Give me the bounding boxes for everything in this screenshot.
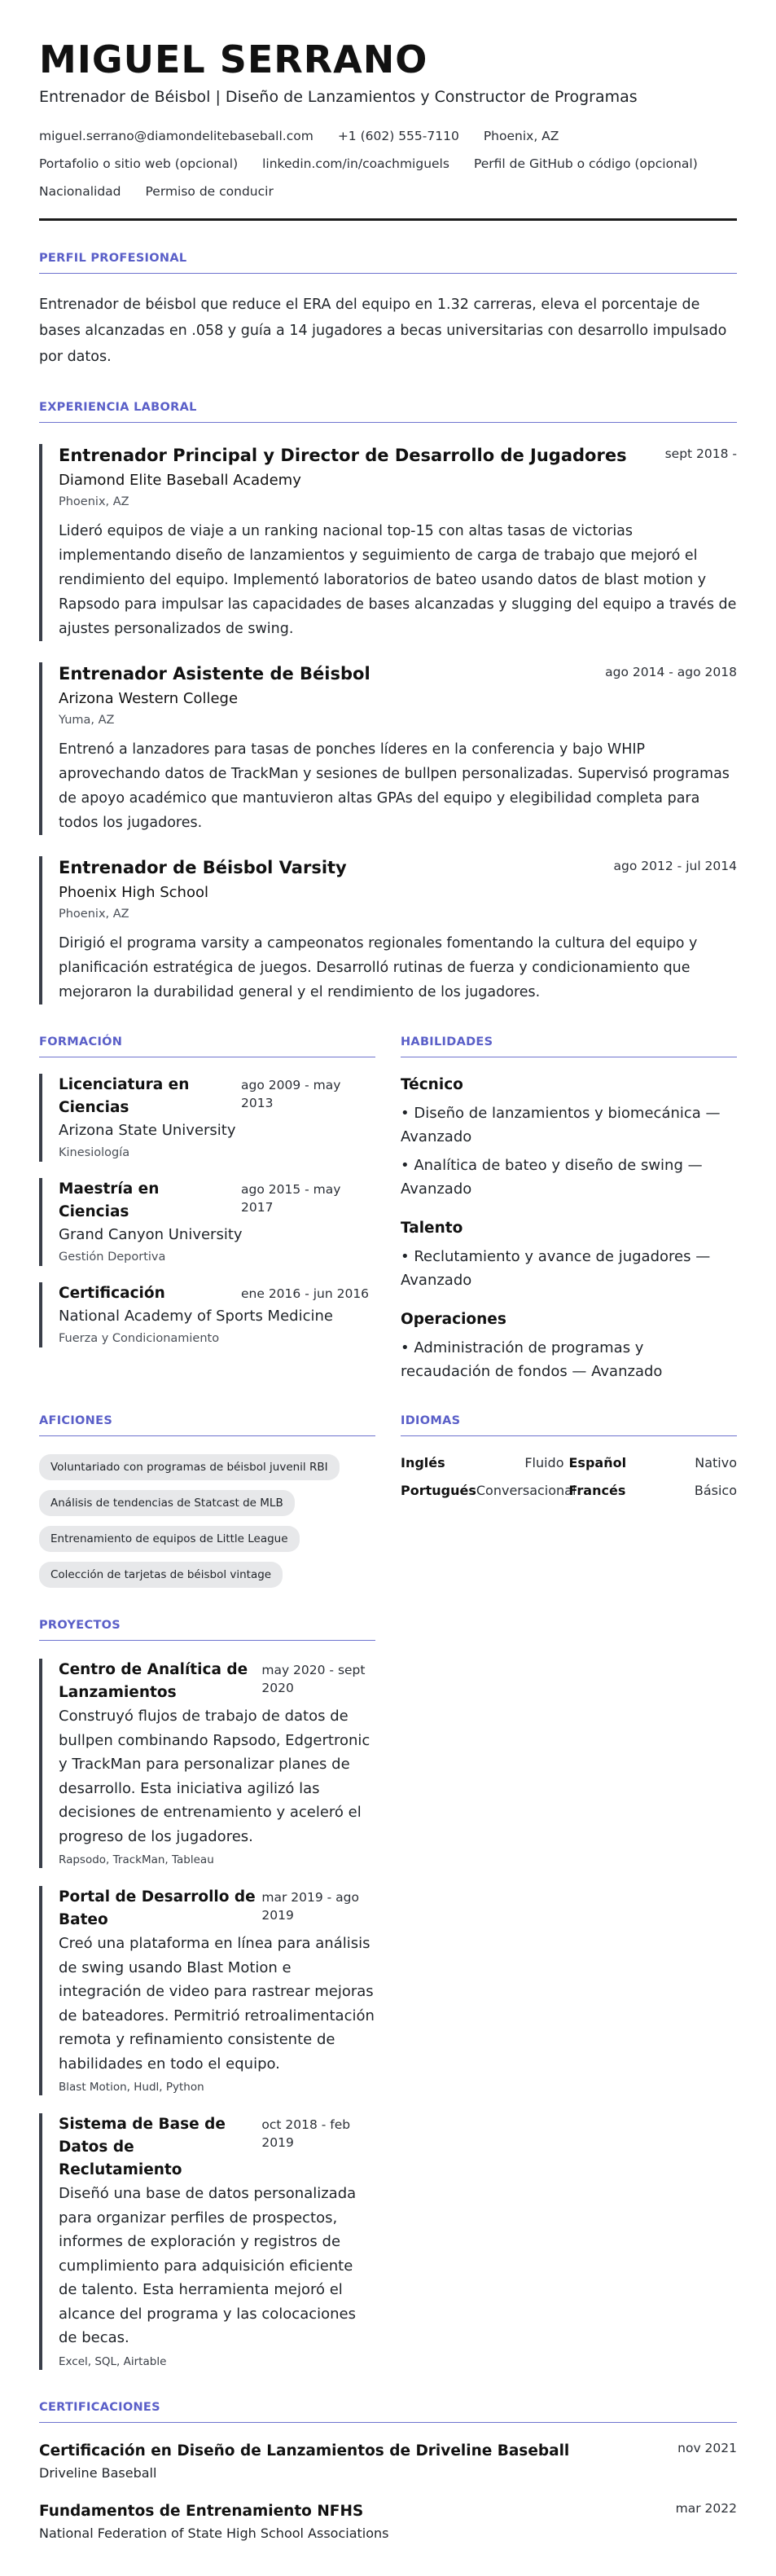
education-dates: ago 2009 - may 2013 <box>241 1078 341 1110</box>
job-company: Arizona Western College <box>59 690 239 707</box>
skill-category: Técnico <box>401 1076 463 1093</box>
language-name: Francés <box>568 1483 626 1498</box>
education-degree: Certificación <box>59 1285 165 1302</box>
projects-section <box>39 1619 737 2370</box>
project-dates: may 2020 - sept 2020 <box>261 1663 366 1695</box>
section-title-hobbies: AFICIONES <box>39 1414 375 1436</box>
certification-date: nov 2021 <box>677 2440 737 2455</box>
contact-location: Phoenix, AZ <box>483 129 559 143</box>
education-field: Kinesiología <box>59 1146 130 1159</box>
project-title: Centro de Analítica de Lanzamientos <box>59 1661 248 1701</box>
skill-group <box>401 1217 737 1292</box>
summary-section <box>39 252 737 370</box>
language-list <box>401 1449 737 1505</box>
contact-github[interactable]: Perfil de GitHub o código (opcional) <box>473 156 698 171</box>
education-dates: ago 2015 - may 2017 <box>241 1182 341 1215</box>
education-field: Fuerza y Condicionamiento <box>59 1332 220 1345</box>
job-dates: sept 2018 - <box>664 446 737 461</box>
section-title-languages: IDIOMAS <box>401 1414 737 1436</box>
header-divider <box>39 218 737 221</box>
language-item <box>401 1449 569 1477</box>
job-title: Entrenador de Béisbol Varsity <box>59 858 347 877</box>
language-name: Español <box>568 1455 627 1470</box>
project-tech: Rapsodo, TrackMan, Tableau <box>59 1853 214 1866</box>
job-dates: ago 2014 - ago 2018 <box>605 665 737 679</box>
certification-item <box>39 2501 737 2543</box>
skill-category: Talento <box>401 1220 463 1237</box>
experience-item <box>39 444 737 641</box>
section-title-experience: EXPERIENCIA LABORAL <box>39 401 737 423</box>
language-name: Inglés <box>401 1455 445 1470</box>
job-location: Phoenix, AZ <box>59 495 129 508</box>
language-item <box>401 1477 577 1505</box>
education-school: Arizona State University <box>59 1122 236 1139</box>
job-company: Diamond Elite Baseball Academy <box>59 472 301 489</box>
job-description: Dirigió el programa varsity a campeonatos regionales fomentando la cultura del equipo y planificación estratégica de juegos. Desarrolló rutinas de fuerza y condicionamiento que mejoraron la durabilidad general y el rendimiento de los jugadores. <box>59 935 698 1000</box>
job-description: Lideró equipos de viaje a un ranking nacional top-15 con altas tasas de victorias implementando diseño de lanzamientos y seguimiento de carga de trabajo que mejoró el rendimiento del equipo. Implementó laboratorios de bateo usando datos de blast motion y Rapsodo para impulsar las capacidades de bases alcanzadas y slugging del equipo a través de ajustes personalizados de swing. <box>59 523 737 637</box>
project-title: Sistema de Base de Datos de Reclutamiento <box>59 2116 226 2178</box>
section-title-projects: PROYECTOS <box>39 1619 375 1641</box>
certification-org: Driveline Baseball <box>39 2464 157 2481</box>
project-title: Portal de Desarrollo de Bateo <box>59 1888 256 1928</box>
contact-phone[interactable]: +1 (602) 555-7110 <box>337 129 459 143</box>
job-title: Entrenador Asistente de Béisbol <box>59 664 370 684</box>
project-tech: Blast Motion, Hudl, Python <box>59 2081 204 2094</box>
section-title-summary: PERFIL PROFESIONAL <box>39 252 737 274</box>
hobby-tag: Voluntariado con programas de béisbol juvenil RBI <box>39 1454 340 1480</box>
project-dates: oct 2018 - feb 2019 <box>261 2117 351 2150</box>
certification-name: Certificación en Diseño de Lanzamientos de Driveline Baseball <box>39 2442 570 2460</box>
skill-item: • Administración de programas y recaudación de fondos — Avanzado <box>401 1339 663 1380</box>
project-item <box>39 2113 375 2370</box>
hobby-tag: Colección de tarjetas de béisbol vintage <box>39 1562 283 1588</box>
section-title-skills: HABILIDADES <box>401 1035 737 1057</box>
contact-nationality: Nacionalidad <box>39 184 121 199</box>
experience-item <box>39 662 737 835</box>
certification-name: Fundamentos de Entrenamiento NFHS <box>39 2502 364 2520</box>
candidate-headline: Entrenador de Béisbol | Diseño de Lanzamientos y Constructor de Programas <box>39 88 638 106</box>
hobbies-section <box>39 1414 375 1588</box>
hobbies-languages-row <box>39 1414 737 1588</box>
project-description: Creó una plataforma en línea para análisis de swing usando Blast Motion e integración de video para rastrear mejoras de bateadores. Permitrió retroalimentación remota y refinamiento consistente de habilidades en todo el equipo. <box>59 1935 375 2073</box>
job-title: Entrenador Principal y Director de Desarrollo de Jugadores <box>59 446 627 465</box>
experience-section <box>39 401 737 1004</box>
job-description: Entrenó a lanzadores para tasas de ponches líderes en la conferencia y bajo WHIP aprovechando datos de TrackMan y sesiones de bullpen personalizadas. Supervisó programas de apoyo académico que mantuvieron altas GPAs del equipo y elegibilidad completa para todos los jugadores. <box>59 741 730 831</box>
project-description: Construyó flujos de trabajo de datos de bullpen combinando Rapsodo, Edgertronic y TrackMan para personalizar planes de desarrollo. Esta iniciativa agilizó las decisiones de entrenamiento y aceleró el progreso de los jugadores. <box>59 1708 370 1845</box>
contact-driving-license: Permiso de conducir <box>145 184 274 199</box>
resume-header <box>39 37 737 221</box>
skill-item: • Reclutamiento y avance de jugadores — Avanzado <box>401 1248 711 1289</box>
education-school: National Academy of Sports Medicine <box>59 1308 333 1325</box>
language-item <box>569 1449 738 1477</box>
hobby-tag: Análisis de tendencias de Statcast de MLB <box>39 1490 295 1516</box>
project-item <box>39 1886 375 2095</box>
section-title-certifications: CERTIFICACIONES <box>39 2401 737 2423</box>
hobby-tag: Entrenamiento de equipos de Little League <box>39 1526 300 1552</box>
language-level: Básico <box>694 1483 737 1498</box>
job-location: Yuma, AZ <box>59 714 115 727</box>
job-location: Phoenix, AZ <box>59 908 129 921</box>
education-item <box>39 1074 375 1162</box>
skill-item: • Diseño de lanzamientos y biomecánica — Avanzado <box>401 1105 721 1145</box>
job-dates: ago 2012 - jul 2014 <box>613 859 737 873</box>
languages-section <box>401 1414 737 1588</box>
education-skills-row <box>39 1035 737 1383</box>
education-school: Grand Canyon University <box>59 1226 243 1243</box>
education-dates: ene 2016 - jun 2016 <box>241 1286 370 1301</box>
language-level: Fluido <box>524 1455 564 1470</box>
language-level: Conversacional <box>476 1483 577 1498</box>
contact-linkedin[interactable]: linkedin.com/in/coachmiguels <box>262 156 449 171</box>
education-degree: Maestría en Ciencias <box>59 1180 160 1220</box>
certifications-section <box>39 2401 737 2543</box>
education-item <box>39 1282 375 1347</box>
summary-text: Entrenador de béisbol que reduce el ERA del equipo en 1.32 carreras, eleva el porcentaje de bases alcanzadas en .058 y guía a 14 jugadores a becas universitarias con desarrollo impulsado por datos. <box>39 297 727 365</box>
language-item <box>569 1477 738 1505</box>
education-section <box>39 1035 375 1383</box>
skill-group <box>401 1074 737 1201</box>
education-field: Gestión Deportiva <box>59 1251 166 1264</box>
certification-item <box>39 2441 737 2483</box>
section-title-education: FORMACIÓN <box>39 1035 375 1057</box>
skill-group <box>401 1308 737 1383</box>
language-level: Nativo <box>695 1455 737 1470</box>
contact-portfolio[interactable]: Portafolio o sitio web (opcional) <box>39 156 239 171</box>
hobby-list <box>39 1444 375 1588</box>
job-company: Phoenix High School <box>59 884 208 901</box>
candidate-name: MIGUEL SERRANO <box>39 37 428 81</box>
education-degree: Licenciatura en Ciencias <box>59 1076 190 1116</box>
education-item <box>39 1178 375 1266</box>
project-description: Diseñó una base de datos personalizada para organizar perfiles de prospectos, informes de exploración y registros de cumplimiento para adquisición eficiente de talento. Esta herramienta mejoró el alcance del programa y las colocaciones de becas. <box>59 2185 357 2346</box>
experience-item <box>39 856 737 1004</box>
project-tech: Excel, SQL, Airtable <box>59 2354 167 2368</box>
skill-item: • Analítica de bateo y diseño de swing — Avanzado <box>401 1157 703 1198</box>
contact-info <box>39 122 737 205</box>
skills-section <box>401 1035 737 1383</box>
project-dates: mar 2019 - ago 2019 <box>261 1890 359 1923</box>
certification-org: National Federation of State High School Associations <box>39 2525 389 2541</box>
language-name: Portugués <box>401 1483 476 1498</box>
skill-category: Operaciones <box>401 1311 506 1328</box>
certification-date: mar 2022 <box>675 2500 737 2516</box>
project-item <box>39 1659 375 1868</box>
contact-email[interactable]: miguel.serrano@diamondelitebaseball.com <box>39 129 313 143</box>
